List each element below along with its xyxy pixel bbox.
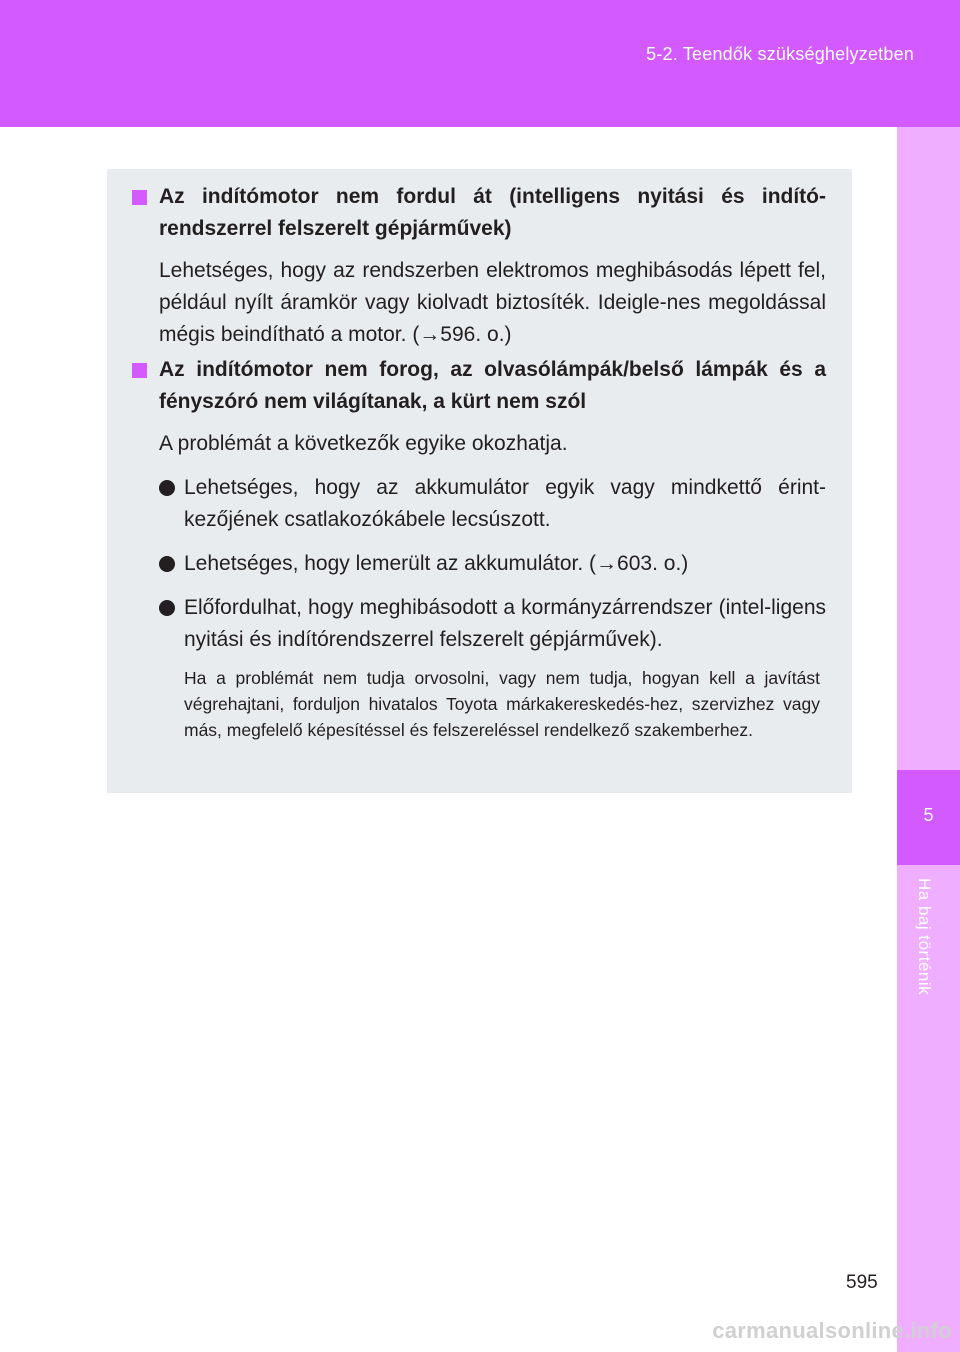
bullet-icon xyxy=(159,600,175,616)
section-body: A problémát a következők egyike okozhatja. xyxy=(159,432,568,455)
square-marker-icon xyxy=(132,190,147,205)
watermark: carmanualsonline.info xyxy=(712,1318,952,1343)
list-item: Lehetséges, hogy az akkumulátor egyik vagy mindkettő érint-kezőjének csatlakozókábele lecsúszott. xyxy=(132,472,826,536)
bullet-icon xyxy=(159,480,175,496)
note-text: Ha a problémát nem tudja orvosolni, vagy nem tudja, hogyan kell a javítást végrehajtani, forduljon hivatalos Toyota márkakereskedés-hez, szervizhez vagy más, megfelelő képesítéssel és felszereléssel rendelkező szakemberhez. xyxy=(184,668,820,740)
section-body: Lehetséges, hogy az rendszerben elektromos meghibásodás lépett fel, például nyílt áramkör vagy kiolvadt biztosíték. Ideigle-nes megoldással mégis beindítható a motor. (→596. o.) xyxy=(159,259,826,346)
bullet-icon xyxy=(159,556,175,572)
list-item: Lehetséges, hogy lemerült az akkumulátor. (→603. o.) xyxy=(132,548,826,580)
section-heading: Az indítómotor nem forog, az olvasólámpák/belső lámpák és a fényszóró nem világítanak, a kürt nem szól xyxy=(132,354,826,418)
square-marker-icon xyxy=(132,363,147,378)
section-title: 5-2. Teendők szükséghelyzetben xyxy=(646,44,914,64)
list-item: Előfordulhat, hogy meghibásodott a kormányzárrendszer (intel-ligens nyitási és indítórendszerrel felszerelt gépjárművek). xyxy=(132,592,826,656)
side-strip xyxy=(897,127,960,1352)
page-number: 595 xyxy=(846,1272,878,1293)
section-heading: Az indítómotor nem fordul át (intelligens nyitási és indító-rendszerrel felszerelt gépjárművek) xyxy=(132,181,826,245)
chapter-number: 5 xyxy=(923,805,934,825)
page-header xyxy=(0,0,960,127)
info-box xyxy=(107,169,852,793)
section-starter-not-cranking xyxy=(132,181,826,351)
section-starter-not-turning xyxy=(132,354,826,656)
chapter-tab xyxy=(897,770,960,865)
chapter-label: Ha baj történik xyxy=(915,878,934,996)
